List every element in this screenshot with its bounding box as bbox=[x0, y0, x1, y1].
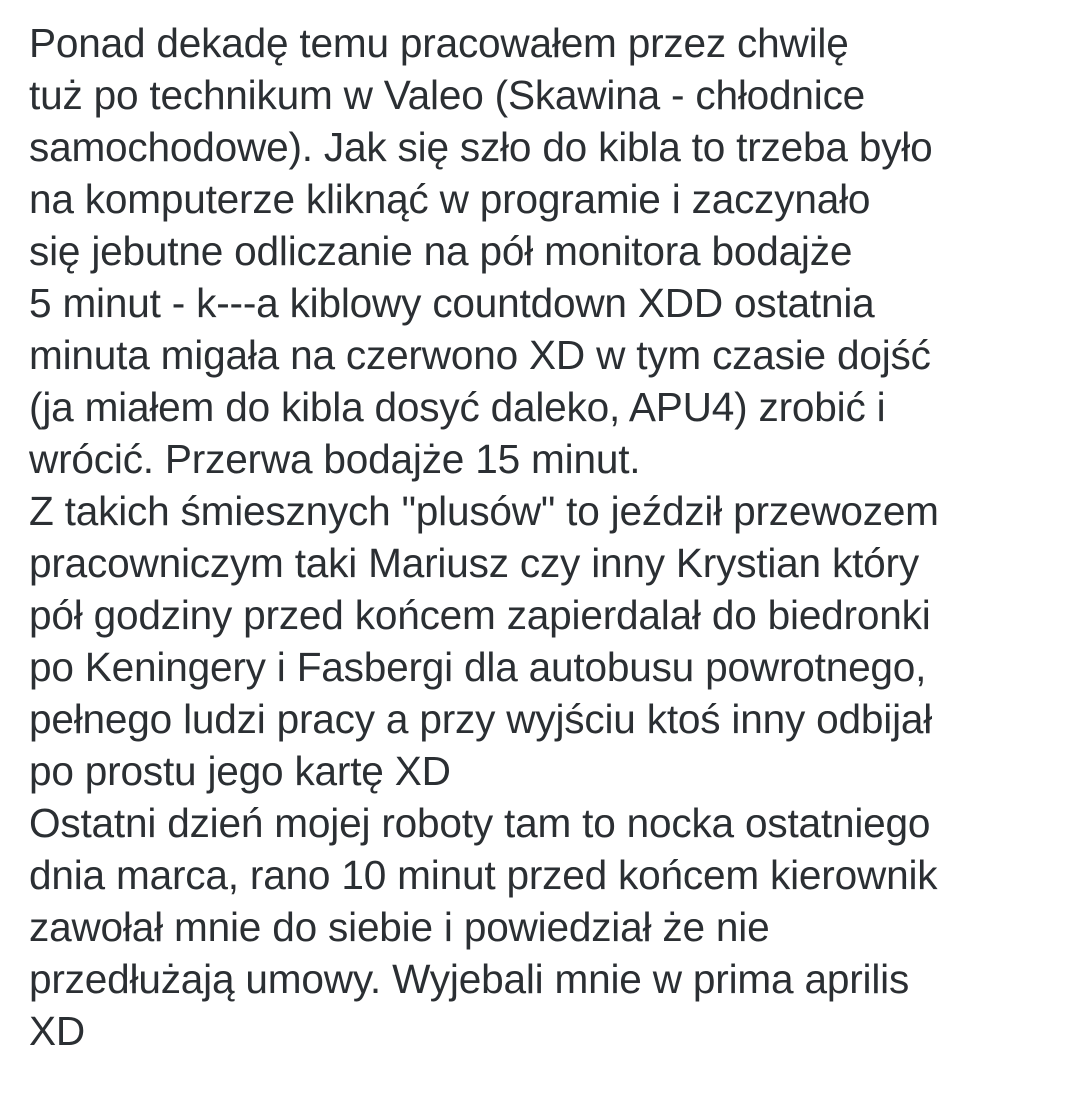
post-text-line: po Keningery i Fasbergi dla autobusu powrotnego, bbox=[29, 644, 927, 690]
post-text-line: 5 minut - k---a kiblowy countdown XDD ostatnia bbox=[29, 280, 875, 326]
post-text-line: przedłużają umowy. Wyjebali mnie w prima aprilis bbox=[29, 956, 910, 1002]
post-text-line: samochodowe). Jak się szło do kibla to trzeba było bbox=[29, 124, 933, 170]
post-text-line: pół godziny przed końcem zapierdalał do biedronki bbox=[29, 592, 931, 638]
post-text-line: pełnego ludzi pracy a przy wyjściu ktoś inny odbijał bbox=[29, 696, 933, 742]
post-text-line: Ostatni dzień mojej roboty tam to nocka ostatniego bbox=[29, 800, 931, 846]
post-text-line: minuta migała na czerwono XD w tym czasie dojść bbox=[29, 332, 931, 378]
post-text-line: wrócić. Przerwa bodajże 15 minut. bbox=[29, 436, 641, 482]
post-text-line: tuż po technikum w Valeo (Skawina - chłodnice bbox=[29, 72, 866, 118]
post-text-line: Z takich śmiesznych "plusów" to jeździł przewozem bbox=[29, 488, 939, 534]
post-text-line: na komputerze kliknąć w programie i zaczynało bbox=[29, 176, 871, 222]
post-text-line: się jebutne odliczanie na pół monitora bodajże bbox=[29, 228, 853, 274]
post-text-line: po prostu jego kartę XD bbox=[29, 748, 451, 794]
post-text-line: dnia marca, rano 10 minut przed końcem kierownik bbox=[29, 852, 938, 898]
post-body bbox=[29, 17, 1069, 1057]
post-text-line: pracowniczym taki Mariusz czy inny Krystian który bbox=[29, 540, 919, 586]
post-text-line: (ja miałem do kibla dosyć daleko, APU4) zrobić i bbox=[29, 384, 886, 430]
post-text-line: XD bbox=[29, 1008, 85, 1054]
post-text-line: Ponad dekadę temu pracowałem przez chwilę bbox=[29, 20, 849, 66]
post-text-line: zawołał mnie do siebie i powiedział że nie bbox=[29, 904, 770, 950]
